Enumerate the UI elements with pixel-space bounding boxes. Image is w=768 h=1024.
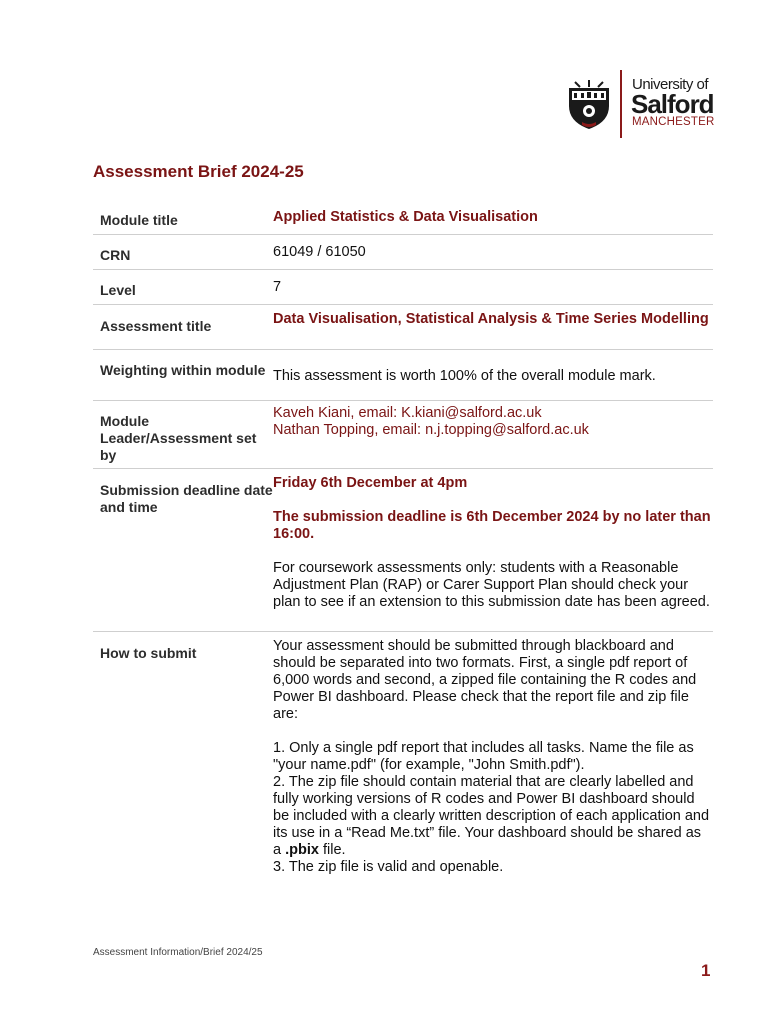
value-how-to-submit <box>273 632 713 875</box>
university-crest-icon <box>566 80 612 130</box>
value-module-title: Applied Statistics & Data Visualisation <box>273 209 538 225</box>
label-assessment-title: Assessment title <box>100 318 212 334</box>
submit-item-2-text: 2. The zip file should contain material that are clearly labelled and fully working versions of R codes and Power BI dashboard should be included with a clearly written description of each application and its use in a “Read Me.txt” file. Your dashboard should be shared as a <box>273 774 710 858</box>
assessment-brief-table <box>93 200 713 875</box>
logo-line-university-of: University of <box>632 76 709 93</box>
deadline-rap-note: For coursework assessments only: students with a Reasonable Adjustment Plan (RAP) or Carer Support Plan should check your plan to see if an extension to this submission date has been agreed. <box>273 560 710 610</box>
deadline-headline: Friday 6th December at 4pm <box>273 475 468 491</box>
value-weighting: This assessment is worth 100% of the overall module mark. <box>273 368 656 384</box>
logo-divider <box>620 70 622 138</box>
label-weighting: Weighting within module <box>100 362 266 378</box>
page-number: 1 <box>701 961 711 980</box>
row-submission-deadline <box>93 469 713 632</box>
value-submission-deadline <box>273 469 713 631</box>
row-level <box>93 270 713 305</box>
value-crn: 61049 / 61050 <box>273 244 366 260</box>
row-crn <box>93 235 713 270</box>
value-module-leader <box>273 401 713 468</box>
submit-intro: Your assessment should be submitted through blackboard and should be separated into two formats. First, a single pdf report of 6,000 words and second, a zipped file containing the R codes and Power BI dashboard. Please check that the report file and zip file are: <box>273 638 697 722</box>
row-how-to-submit <box>93 632 713 875</box>
label-module-title: Module title <box>100 212 178 228</box>
value-level: 7 <box>273 279 282 295</box>
module-leader-kaveh: Kaveh Kiani, email: K.kiani@salford.ac.uk <box>273 405 542 421</box>
submit-item-1: 1. Only a single pdf report that includes all tasks. Name the file as "your name.pdf" (for example, "John Smith.pdf"). <box>273 740 694 773</box>
submit-item-2-end: file. <box>318 842 346 858</box>
module-leader-nathan: Nathan Topping, email: n.j.topping@salford.ac.uk <box>273 422 589 438</box>
university-logo <box>566 68 716 140</box>
row-module-title <box>93 200 713 235</box>
footer-text: Assessment Information/Brief 2024/25 <box>93 947 263 958</box>
document-title: Assessment Brief 2024-25 <box>93 162 304 181</box>
submit-item-2-pbix: .pbix <box>285 842 319 858</box>
row-assessment-title <box>93 305 713 350</box>
label-module-leader: Module Leader/Assessment set by <box>100 413 257 463</box>
submit-item-3: 3. The zip file is valid and openable. <box>273 859 504 875</box>
label-how-to-submit: How to submit <box>100 645 197 661</box>
label-submission-deadline: Submission deadline date and time <box>100 482 273 515</box>
submit-item-2 <box>273 774 713 859</box>
label-crn: CRN <box>100 247 131 263</box>
row-module-leader <box>93 401 713 469</box>
deadline-detail: The submission deadline is 6th December 2024 by no later than 16:00. <box>273 509 711 542</box>
value-assessment-title: Data Visualisation, Statistical Analysis & Time Series Modelling <box>273 311 709 327</box>
row-weighting <box>93 350 713 401</box>
logo-line-manchester: MANCHESTER <box>632 116 715 128</box>
logo-line-salford: Salford <box>631 89 714 119</box>
label-level: Level <box>100 282 136 298</box>
